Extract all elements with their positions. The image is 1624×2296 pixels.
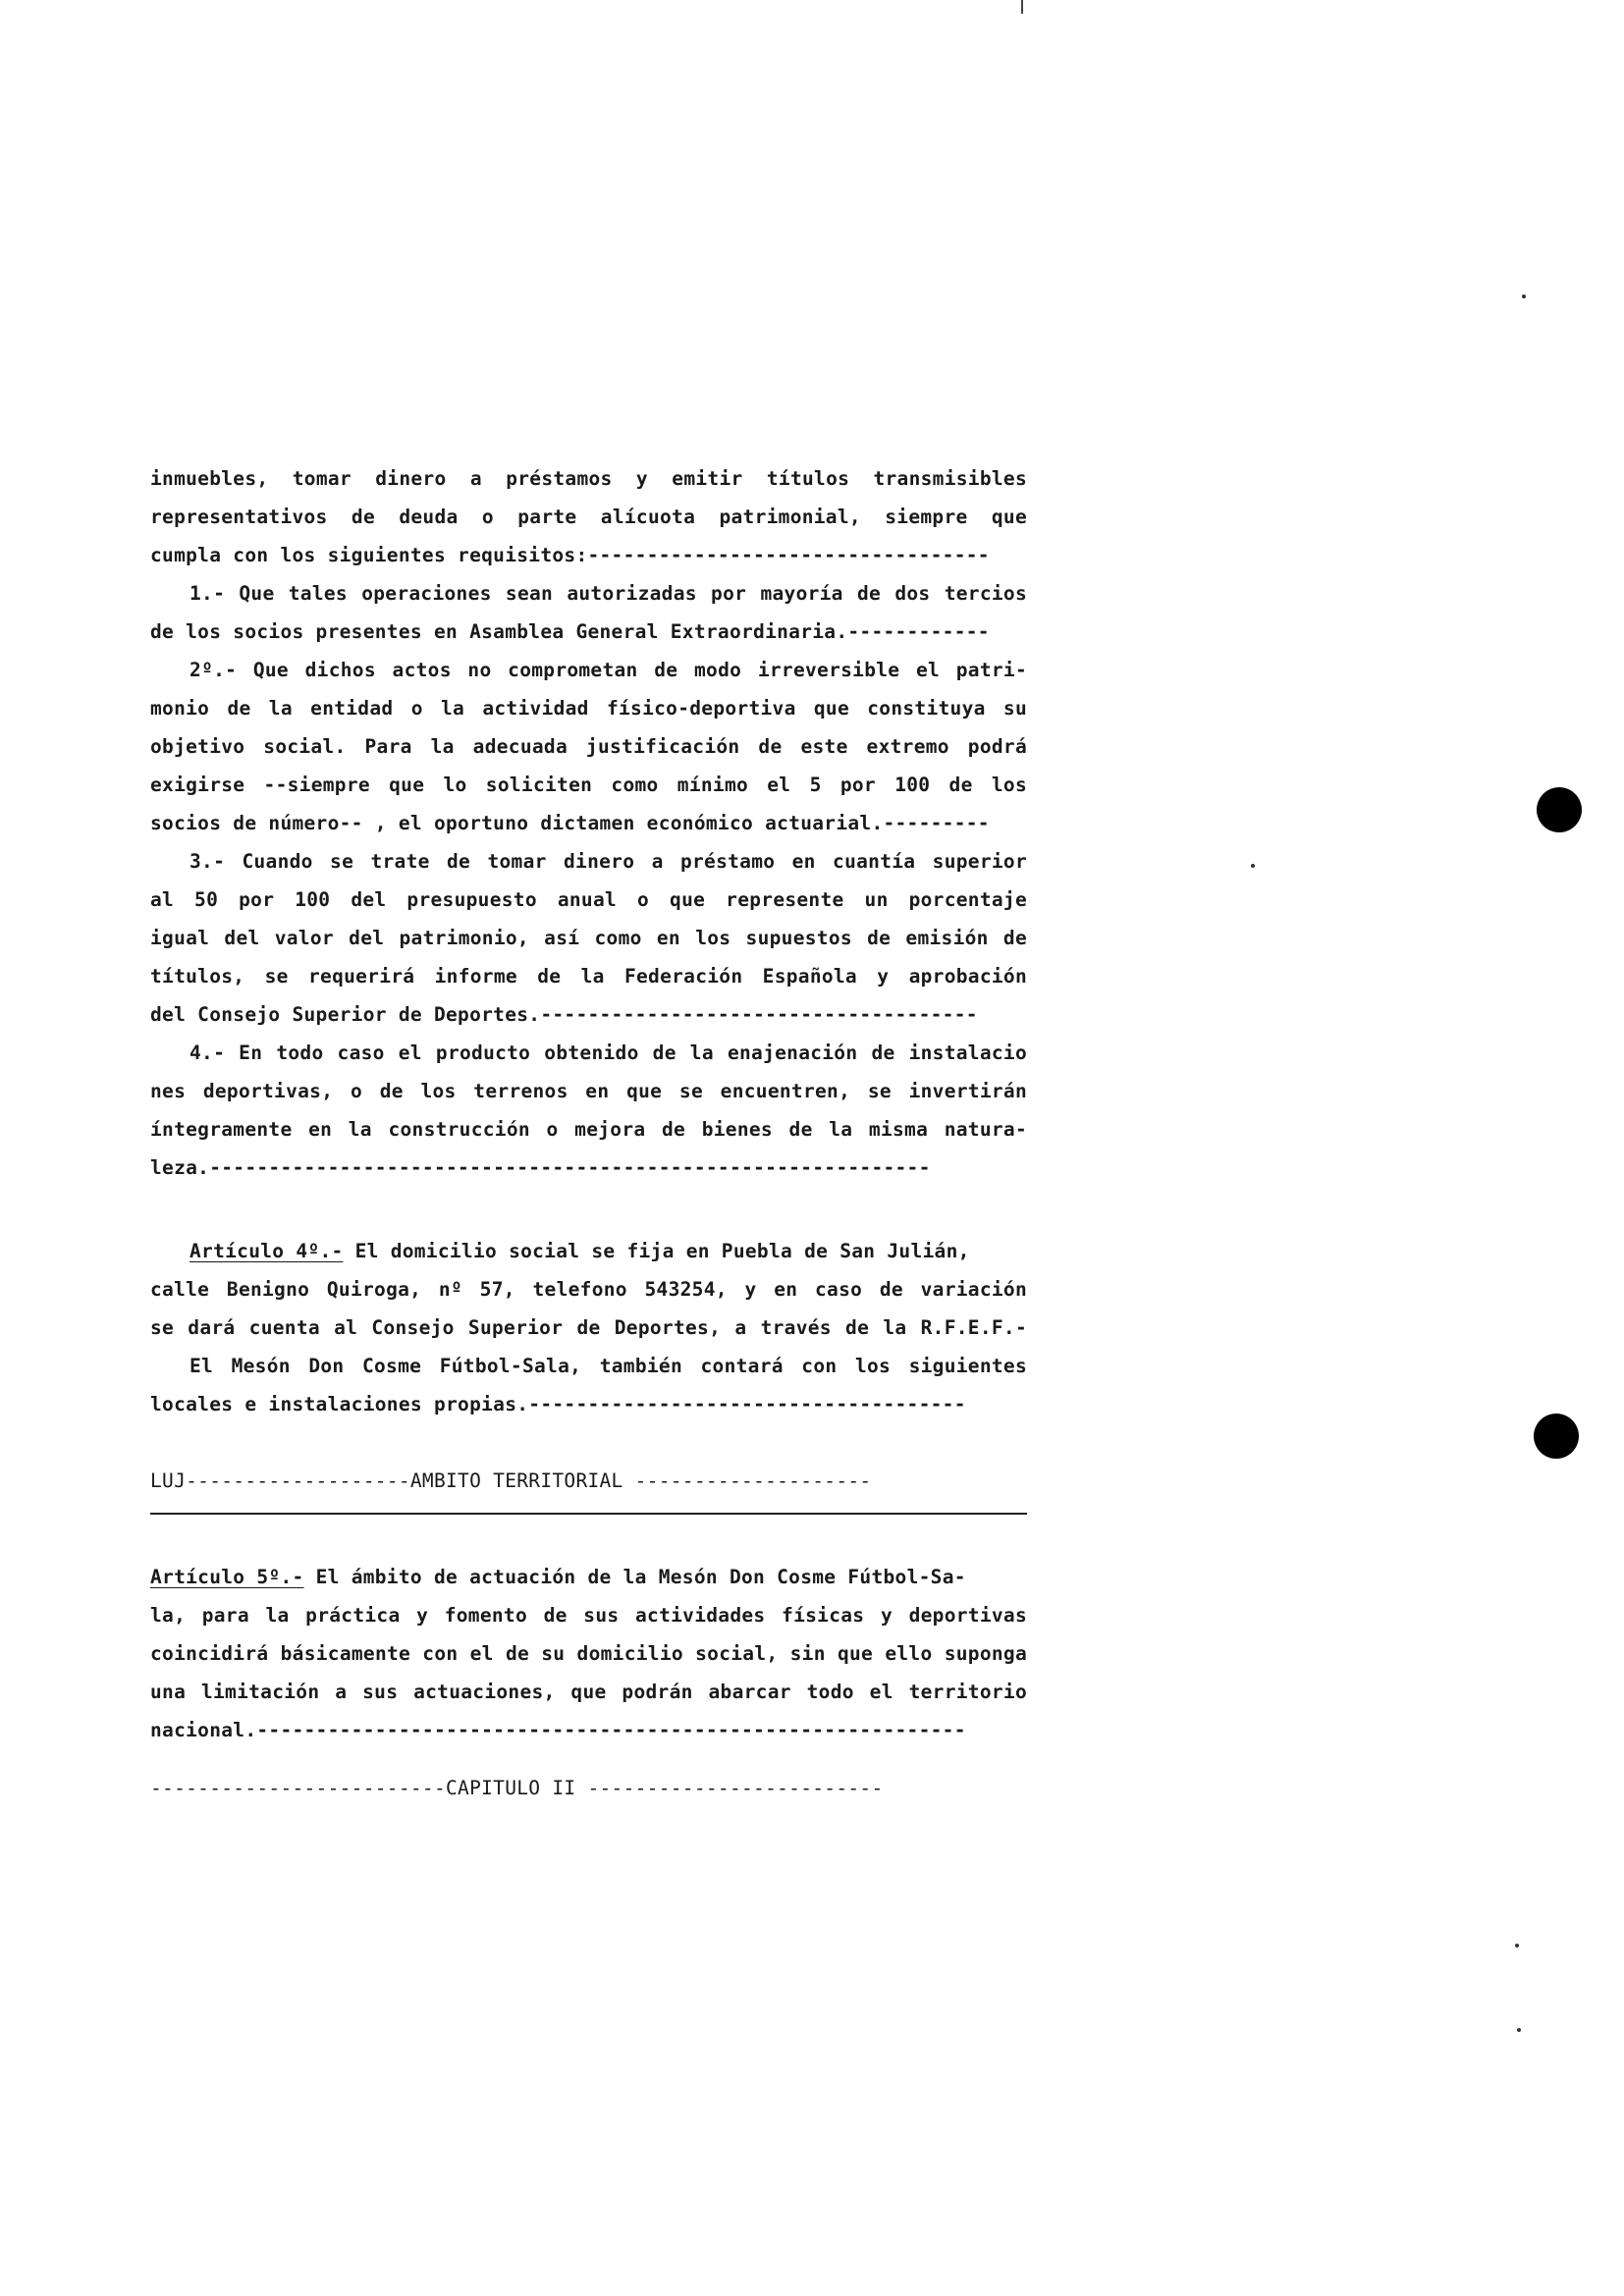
text-line: leza.------------------------------------------------------------- xyxy=(150,1156,931,1179)
text-line: cumpla con los siguientes requisitos:---------------------------------- xyxy=(150,544,990,566)
punch-hole-top xyxy=(1537,787,1582,832)
article-4-line xyxy=(189,1239,1027,1264)
text-line: una limitación a sus actuaciones, que podrán abarcar todo el territorio xyxy=(150,1681,1027,1703)
text-line: igual del valor del patrimonio, así como en los supuestos de emisión de xyxy=(150,927,1027,949)
article-5-heading: Artículo 5º.- xyxy=(150,1566,304,1588)
text-line: El domicilio social se fija en Puebla de San Julián, xyxy=(343,1240,970,1262)
text-line: de los socios presentes en Asamblea General Extraordinaria.------------ xyxy=(150,620,990,643)
text-line: se dará cuenta al Consejo Superior de Deportes, a través de la R.F.E.F.- xyxy=(150,1316,1027,1339)
scan-speck xyxy=(1522,294,1526,298)
text-line: coincidirá básicamente con el de su domicilio social, sin que ello suponga xyxy=(150,1642,1027,1665)
text-line: 4.- En todo caso el producto obtenido de la enajenación de instalacio xyxy=(189,1041,1027,1064)
text-line: inmuebles, tomar dinero a préstamos y emitir títulos transmisibles xyxy=(150,467,1027,490)
text-line: al 50 por 100 del presupuesto anual o que represente un porcentaje xyxy=(150,888,1027,911)
article-4-heading: Artículo 4º.- xyxy=(189,1240,344,1262)
text-line: 1.- Que tales operaciones sean autorizadas por mayoría de dos tercios xyxy=(189,582,1027,605)
text-line: exigirse --siempre que lo soliciten como mínimo el 5 por 100 de los xyxy=(150,774,1027,796)
text-line: del Consejo Superior de Deportes.------------------------------------- xyxy=(150,1003,978,1026)
text-line: nacional.------------------------------------------------------------ xyxy=(150,1719,966,1741)
text-line: nes deportivas, o de los terrenos en que se encuentren, se invertirán xyxy=(150,1080,1027,1102)
scan-speck xyxy=(1251,864,1255,868)
text-line: representativos de deuda o parte alícuota patrimonial, siempre que xyxy=(150,506,1027,528)
scan-speck xyxy=(1515,1944,1519,1948)
text-line: monio de la entidad o la actividad físico-deportiva que constituya su xyxy=(150,697,1027,720)
text-line: íntegramente en la construcción o mejora de bienes de la misma natura- xyxy=(150,1118,1027,1141)
punch-hole-bottom xyxy=(1534,1414,1579,1459)
text-line: locales e instalaciones propias.------------------------------------- xyxy=(150,1393,966,1415)
heading-rule xyxy=(150,1513,1027,1515)
text-line: El ámbito de actuación de la Mesón Don Cosme Fútbol-Sa- xyxy=(303,1566,966,1588)
text-line: la, para la práctica y fomento de sus actividades físicas y deportivas xyxy=(150,1604,1027,1627)
scan-mark xyxy=(1021,0,1023,14)
scan-speck xyxy=(1517,2028,1521,2032)
text-line: El Mesón Don Cosme Fútbol-Sala, también contará con los siguientes xyxy=(189,1355,1027,1377)
article-5-line xyxy=(150,1565,1027,1590)
text-line: calle Benigno Quiroga, nº 57, telefono 543254, y en caso de variación xyxy=(150,1278,1027,1301)
chapter-heading: -------------------------CAPITULO II ------------------------- xyxy=(150,1777,884,1799)
section-heading-ambito: LUJ-------------------AMBITO TERRITORIAL -------------------- xyxy=(150,1469,872,1492)
text-line: socios de número-- , el oportuno dictamen económico actuarial.--------- xyxy=(150,812,990,834)
text-line: 3.- Cuando se trate de tomar dinero a préstamo en cuantía superior xyxy=(189,850,1027,873)
text-line: 2º.- Que dichos actos no comprometan de modo irreversible el patri- xyxy=(189,659,1027,681)
text-line: títulos, se requerirá informe de la Federación Española y aprobación xyxy=(150,965,1027,988)
text-line: objetivo social. Para la adecuada justificación de este extremo podrá xyxy=(150,735,1027,758)
